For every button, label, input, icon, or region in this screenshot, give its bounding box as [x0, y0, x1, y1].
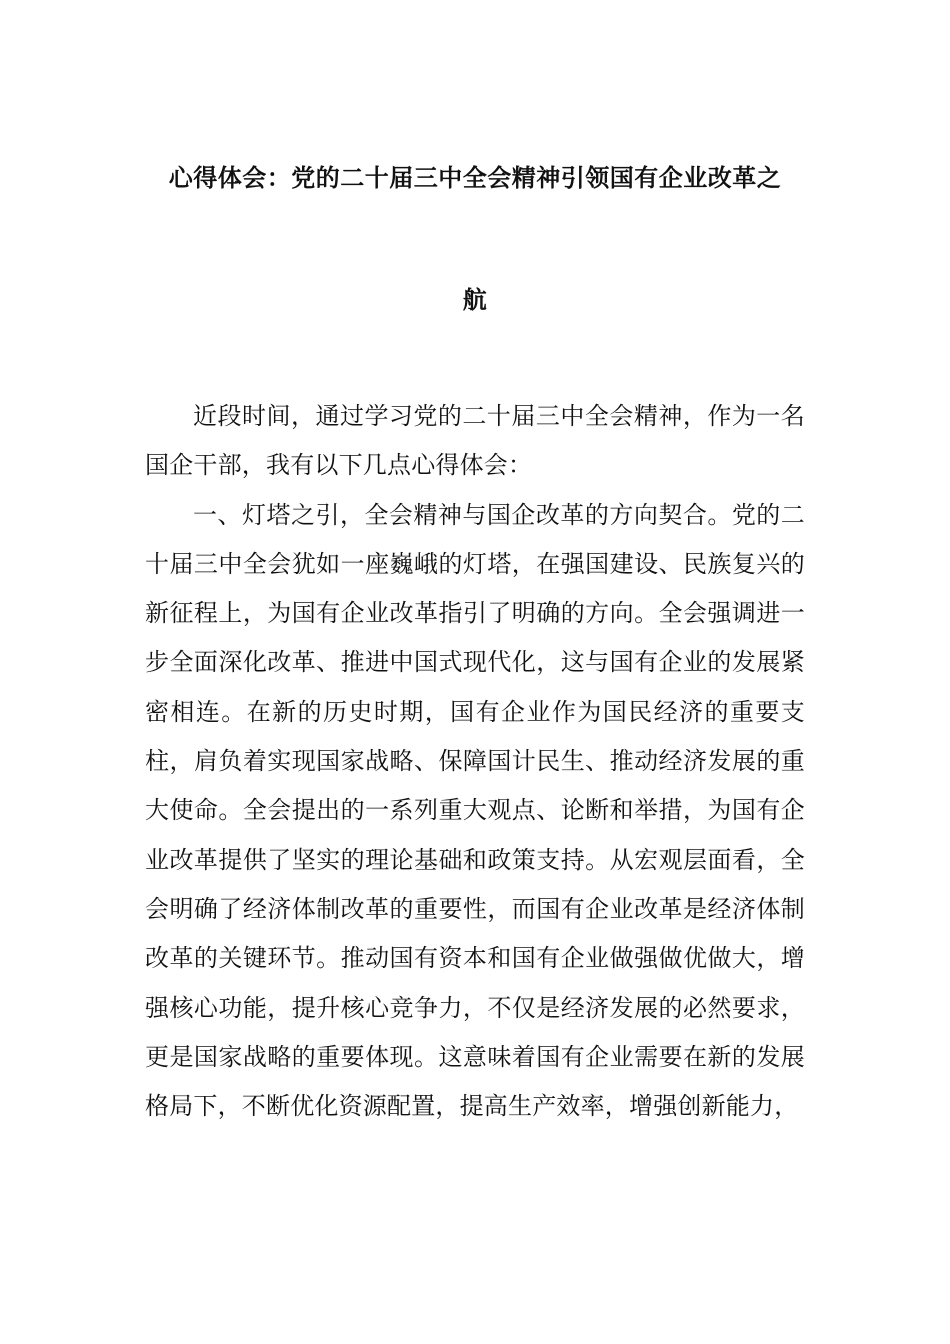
document-title-line-2: 航 [462, 286, 488, 314]
document-body [145, 392, 805, 1131]
document-title-line-1: 心得体会：党的二十届三中全会精神引领国有企业改革之 [168, 164, 782, 192]
paragraph-section-1: 一、灯塔之引，全会精神与国企改革的方向契合。党的二十届三中全会犹如一座巍峨的灯塔，在强国建设、民族复兴的新征程上，为国有企业改革指引了明确的方向。全会强调进一步全面深化改革、推进中国式现代化，这与国有企业的发展紧密相连。在新的历史时期，国有企业作为国民经济的重要支柱，肩负着实现国家战略、保障国计民生、推动经济发展的重大使命。全会提出的一系列重大观点、论断和举措，为国有企业改革提供了坚实的理论基础和政策支持。从宏观层面看，全会明确了经济体制改革的重要性，而国有企业改革是经济体制改革的关键环节。推动国有资本和国有企业做强做优做大，增强核心功能，提升核心竞争力，不仅是经济发展的必然要求，更是国家战略的重要体现。这意味着国有企业需要在新的发展格局下，不断优化资源配置，提高生产效率，增强创新能力， [145, 500, 805, 1121]
paragraph-intro: 近段时间，通过学习党的二十届三中全会精神，作为一名国企干部，我有以下几点心得体会： [145, 402, 805, 480]
